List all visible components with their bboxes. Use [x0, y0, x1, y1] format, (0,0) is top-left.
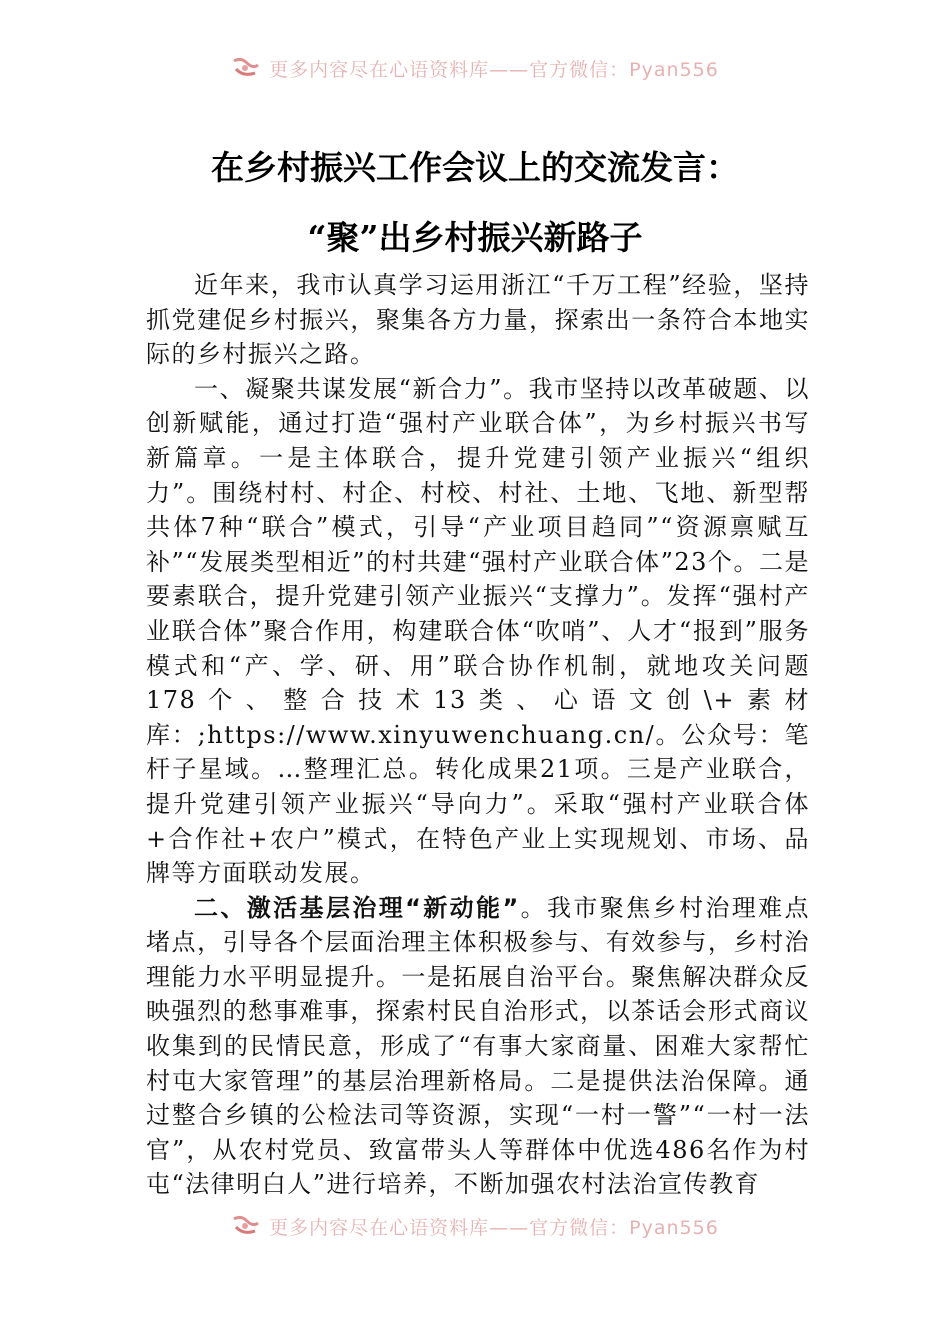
section-2-text: 。我市聚焦乡村治理难点堵点，引导各个层面治理主体积极参与、有效参与，乡村治理能力水平明显提升。一是拓展自治平台。聚焦解决群众反映强烈的愁事难事，探索村民自治形式，以茶话会形式商议收集到的民情民意，形成了“有事大家商量、困难大家帮忙村屯大家管理”的基层治理新格局。二是提供法治保障。通过整合乡镇的公检法司等资源，实现“一村一警”“一村一法官”，从农村党员、致富带头人等群体中优选486名作为村屯“法律明白人”进行培养，不断加强农村法治宣传教育: [146, 893, 810, 1199]
section-2-heading: 二、激活基层治理“新动能”: [194, 893, 520, 922]
paragraph-intro: 近年来，我市认真学习运用浙江“千万工程”经验，坚持抓党建促乡村振兴，聚集各方力量，探索出一条符合本地实际的乡村振兴之路。: [146, 271, 810, 369]
document-body: [146, 268, 810, 1202]
watermark-text: 更多内容尽在心语资料库——官方微信：Pyan556: [269, 1216, 719, 1239]
watermark-text: 更多内容尽在心语资料库——官方微信：Pyan556: [269, 58, 719, 81]
document-title-line-1: 在乡村振兴工作会议上的交流发言：: [211, 148, 739, 187]
watermark-logo-icon: [231, 57, 261, 79]
document-title-line-2: “聚”出乡村振兴新路子: [307, 218, 643, 257]
watermark-logo-icon: [231, 1215, 261, 1237]
paragraph-section-1: 一、凝聚共谋发展“新合力”。我市坚持以改革破题、以创新赋能，通过打造“强村产业联合体”，为乡村振兴书写新篇章。一是主体联合，提升党建引领产业振兴“组织力”。围绕村村、村企、村校、村社、土地、飞地、新型帮共体7种“联合”模式，引导“产业项目趋同”“资源禀赋互补”“发展类型相近”的村共建“强村产业联合体”23个。二是要素联合，提升党建引领产业振兴“支撑力”。发挥“强村产业联合体”聚合作用，构建联合体“吹哨”、人才“报到”服务模式和“产、学、研、用”联合协作机制，就地攻关问题178个、整合技术13类、心语文创\+素材库：;https://www.xinyuwenchuang.cn/。公众号：笔杆子星域。…整理汇总。转化成果21项。三是产业联合，提升党建引领产业振兴“导向力”。采取“强村产业联合体+合作社+农户”模式，在特色产业上实现规划、市场、品牌等方面联动发展。: [146, 374, 810, 888]
paragraph-section-2: [146, 891, 810, 1202]
watermark-footer: [0, 1210, 950, 1242]
watermark-header: [0, 52, 950, 84]
